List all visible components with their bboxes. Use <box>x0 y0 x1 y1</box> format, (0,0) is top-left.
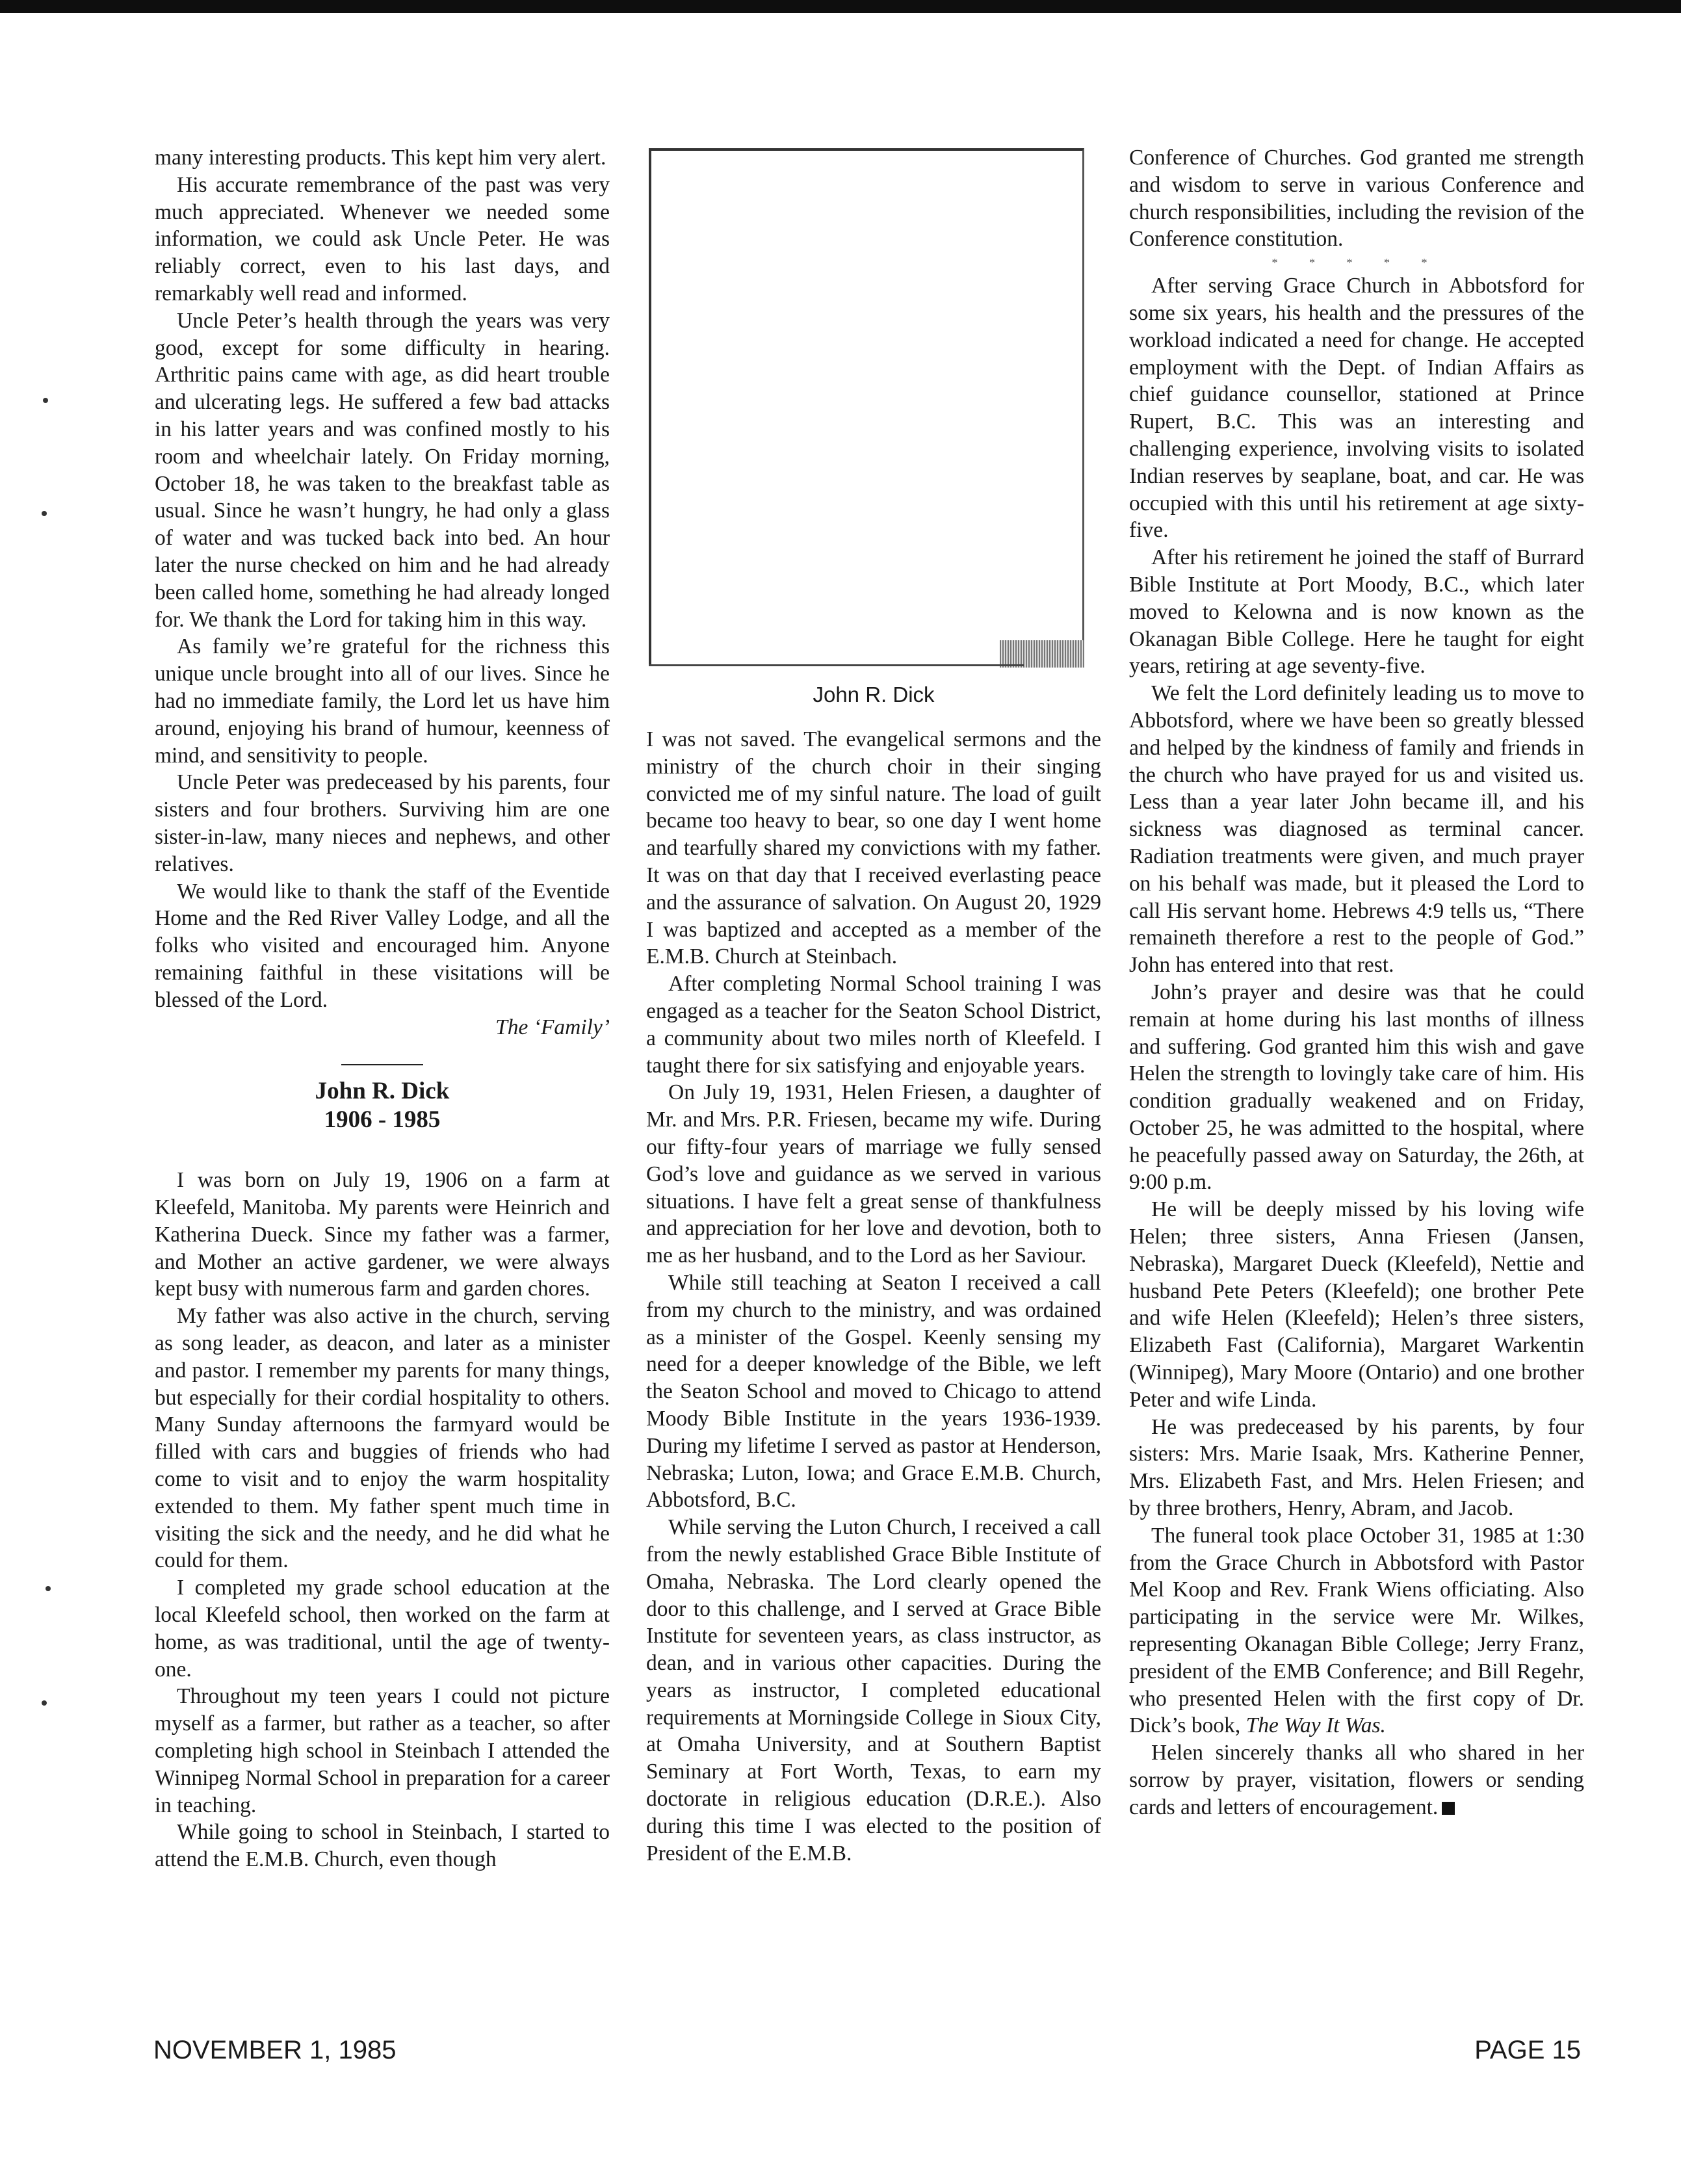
paragraph: While still teaching at Seaton I received a call from my church to the ministry, and was ordained as a minister of the Gospel. Keenly sensing my need for a deeper knowledge of the Bible, we left the Seaton School and moved to Chicago to attend Moody Bible Institute in the years 1936-1939. During my lifetime I served as pastor at Henderson, Nebraska; Luton, Iowa; and Grace E.M.B. Church, Abbotsford, B.C. <box>646 1270 1101 1513</box>
scan-speck <box>42 1700 47 1706</box>
portrait-photo <box>649 148 1084 665</box>
scan-speck <box>42 511 47 516</box>
column-1 <box>155 144 610 1873</box>
paragraph: My father was also active in the church, serving as song leader, as deacon, and later as a minister and pastor. I remember my parents for many things, but especially for their cordial hospitality to others. Many Sunday afternoons the farmyard would be filled with cars and buggies of friends who had come to visit and to enjoy the warm hospitality extended to them. My father spent much time in visiting the sick and the needy, and he did what he could for them. <box>155 1304 610 1573</box>
book-title: The Way It Was. <box>1245 1713 1386 1738</box>
paragraph: John’s prayer and desire was that he could remain at home during his last months of illness and suffering. God granted him this wish and gave Helen the strength to lovingly take care of him. His condition gradually weakened and on Friday, October 25, he was admitted to the hospital, where he peacefully passed away on Saturday, the 26th, at 9:00 p.m. <box>1129 980 1584 1195</box>
photo-caption: John R. Dick <box>813 682 935 707</box>
paragraph: I was born on July 19, 1906 on a farm at Kleefeld, Manitoba. My parents were Heinrich and Katherina Dueck. Since my father was a farmer, and Mother an active gardener, we were always kept busy with numerous farm and garden chores. <box>155 1168 610 1301</box>
article-title: John R. Dick <box>315 1078 450 1105</box>
paragraph: Uncle Peter’s health through the years was very good, except for some difficulty in hearing. Arthritic pains came with age, as did heart trouble and ulcerating legs. He suffered a few bad attacks in his latter years and was confined mostly to his room and wheelchair lately. On Friday morning, October 18, he was taken to the breakfast table as usual. Since he wasn’t hungry, he had only a glass of water and was tucked back into bed. An hour later the nurse checked on him and he had already been called home, something he had already longed for. We thank the Lord for taking him in this way. <box>155 308 610 632</box>
paragraph: He was predeceased by his parents, by four sisters: Mrs. Marie Isaak, Mrs. Katherine Penner, Mrs. Elizabeth Fast, and Mrs. Helen Friesen; and by three brothers, Henry, Abram, and Jacob. <box>1129 1414 1584 1521</box>
paragraph: After his retirement he joined the staff of Burrard Bible Institute at Port Moody, B.C., which later moved to Kelowna and is now known as the Okanagan Bible College. Here he taught for eight years, retiring at age seventy-five. <box>1129 545 1584 679</box>
paragraph: As family we’re grateful for the richness this unique uncle brought into all of our lives. Since he had no immediate family, the Lord let us have him around, enjoying his brand of humour, keenness of mind, and sensitivity to people. <box>155 634 610 768</box>
funeral-text: The funeral took place October 31, 1985 at 1:30 from the Grace Church in Abbotsford with Pastor Mel Koop and Rev. Frank Wiens officiating. Also participating in the service were Mr. Wilkes, representing Okanagan Bible College; Jerry Franz, president of the EMB Conference; and Bill Regehr, who presented Helen with the first copy of Dr. Dick’s book, <box>1129 1523 1584 1738</box>
paragraph: He will be deeply missed by his loving wife Helen; three sisters, Anna Friesen (Jansen, Nebraska), Margaret Dueck (Kleefeld), Nettie and husband Pete Peters (Kleefeld); one brother Pete and wife Helen (Kleefeld); Helen’s three sisters, Elizabeth Fast (California), Margaret Warkentin (Winnipeg), Mary Moore (Ontario) and one brother Peter and wife Linda. <box>1129 1197 1584 1412</box>
article-years: 1906 - 1985 <box>324 1106 441 1134</box>
scan-speck <box>43 398 48 403</box>
column-3 <box>1129 144 1584 1821</box>
paragraph: I completed my grade school education at the local Kleefeld school, then worked on the farm at home, as was traditional, until the age of twenty-one. <box>155 1576 610 1682</box>
article-heading <box>155 1077 610 1134</box>
paragraph: While serving the Luton Church, I received a call from the newly established Grace Bible Institute of Omaha, Nebraska. The Lord clearly opened the door to this challenge, and I served at Grace Bible Institute for seventeen years, as class instructor, as dean, and in various other capacities. During the years as instructor, I completed educational requirements at Morningside College in Sioux City, at Omaha University, and at Southern Baptist Seminary at Fort Worth, Texas, to earn my doctorate in religious education (D.R.E.). Also during this time I was elected to the position of President of the E.M.B. <box>646 1515 1101 1866</box>
paragraph: After serving Grace Church in Abbotsford for some six years, his health and the pressures of the workload indicated a need for change. He accepted employment with the Dept. of Indian Affairs as chief guidance counsellor, stationed at Prince Rupert, B.C. This was an interesting and challenging experience, involving visits to isolated Indian reserves by seaplane, boat, and car. He was occupied with this until his retirement at age sixty-five. <box>1129 274 1584 543</box>
paragraph: many interesting products. This kept him very alert. <box>155 146 606 170</box>
paragraph: After completing Normal School training I was engaged as a teacher for the Seaton School District, a community about two miles north of Kleefeld. I taught there for six satisfying and enjoyable years. <box>646 972 1101 1078</box>
paragraph <box>1129 1522 1584 1739</box>
footer-date: NOVEMBER 1, 1985 <box>153 2036 397 2064</box>
paragraph: While going to school in Steinbach, I started to attend the E.M.B. Church, even though <box>155 1820 610 1872</box>
section-divider <box>341 1064 423 1065</box>
scan-speck <box>46 1586 51 1591</box>
paragraph: Conference of Churches. God granted me strength and wisdom to serve in various Conference and church responsibilities, including the revision of the Conference constitution. <box>1129 146 1584 252</box>
signature: The ‘Family’ <box>495 1015 610 1039</box>
end-of-article-mark <box>1442 1802 1455 1815</box>
paragraph: I was not saved. The evangelical sermons and the ministry of the church choir in their singing convicted me of my sinful nature. The load of guilt became too heavy to bear, so one day I went home and tearfully shared my convictions with my father. It was on that day that I received everlasting peace and the assurance of salvation. On August 20, 1929 I was baptized and accepted as a member of the E.M.B. Church at Steinbach. <box>646 727 1101 969</box>
paragraph: His accurate remembrance of the past was very much appreciated. Whenever we needed some information, we could ask Uncle Peter. He was reliably correct, even to his last days, and remarkably well read and informed. <box>155 172 610 306</box>
paragraph: On July 19, 1931, Helen Friesen, a daughter of Mr. and Mrs. P.R. Friesen, became my wife. During our fifty-four years of marriage we fully sensed God’s love and guidance as we served in various situations. I have felt a great sense of thankfulness and appreciation for her love and devotion, both to me as her husband, and to the Lord as her Saviour. <box>646 1080 1101 1268</box>
footer-page-number: PAGE 15 <box>1474 2036 1581 2064</box>
scan-top-edge <box>0 0 1681 13</box>
paragraph: Uncle Peter was predeceased by his parents, four sisters and four brothers. Surviving him are one sister-in-law, many nieces and nephews, and other relatives. <box>155 770 610 876</box>
paragraph: We would like to thank the staff of the Eventide Home and the Red River Valley Lodge, and all the folks who visited and encouraged him. Anyone remaining faithful in these visitations will be blessed of the Lord. <box>155 879 610 1012</box>
photo-halftone-texture <box>1000 640 1084 668</box>
paragraph <box>1129 1739 1584 1821</box>
closing-text: Helen sincerely thanks all who shared in her sorrow by prayer, visitation, flowers or sending cards and letters of encouragement. <box>1129 1741 1584 1819</box>
column-2 <box>646 144 1101 1867</box>
paragraph: Throughout my teen years I could not picture myself as a farmer, but rather as a teacher, so after completing high school in Steinbach I attended the Winnipeg Normal School in preparation for a career in teaching. <box>155 1684 610 1817</box>
paragraph: We felt the Lord definitely leading us to move to Abbotsford, where we have been so greatly blessed and helped by the kindness of family and friends in the church who have prayed for us and visited us. Less than a year later John became ill, and his sickness was diagnosed as terminal cancer. Radiation treatments were given, and much prayer on his behalf was made, but it pleased the Lord to call His servant home. Hebrews 4:9 tells us, “There remaineth therefore a rest to the people of God.” John has entered into that rest. <box>1129 681 1584 978</box>
section-separator: * * * * * <box>1271 256 1442 270</box>
